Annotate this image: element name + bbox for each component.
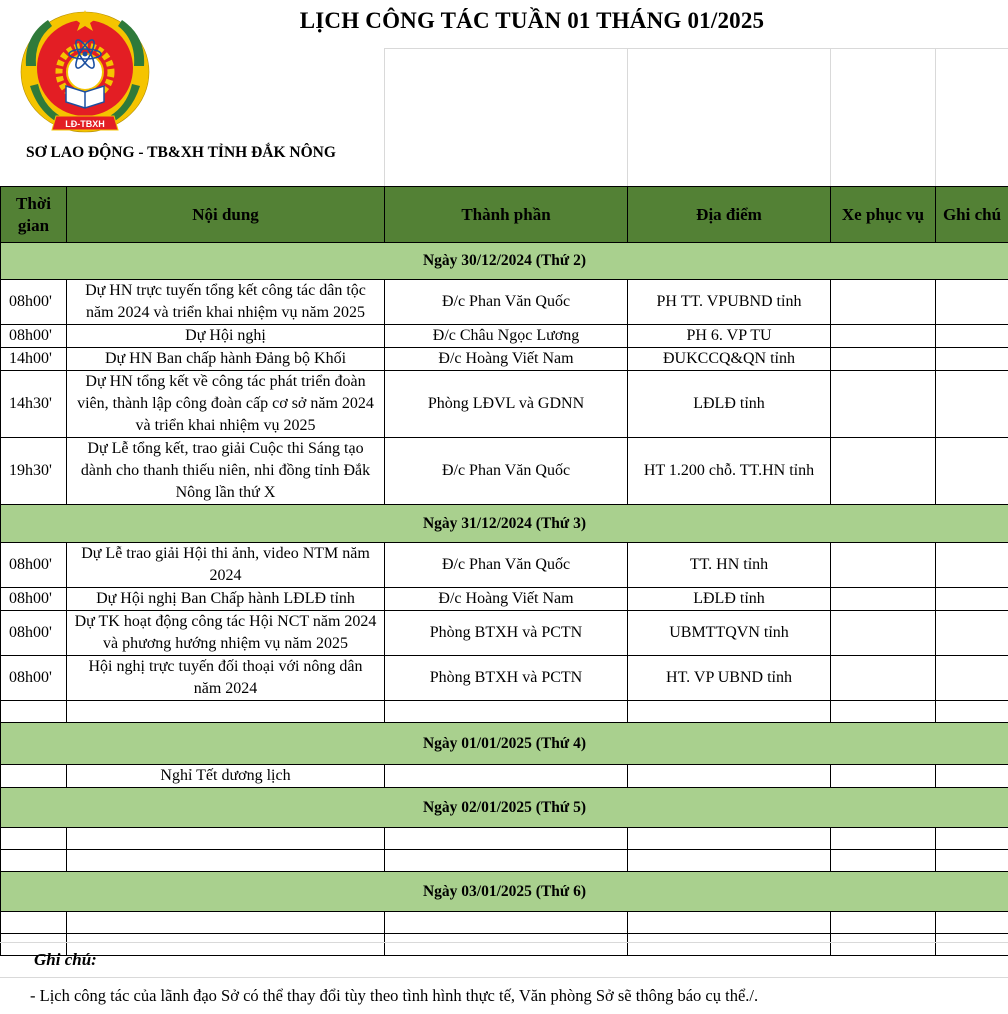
cell-vehicle xyxy=(831,656,936,701)
empty-row xyxy=(1,828,1008,850)
empty-cell xyxy=(936,850,1008,872)
cell-content: Dự HN tổng kết về công tác phát triển đoàn viên, thành lập công đoàn cấp cơ sở năm 2024 và triển khai nhiệm vụ 2025 xyxy=(67,371,385,438)
cell-content: Dự HN Ban chấp hành Đảng bộ Khối xyxy=(67,348,385,371)
organization-name: SƠ LAO ĐỘNG - TB&XH TỈNH ĐẮK NÔNG xyxy=(26,144,336,161)
empty-cell xyxy=(936,934,1008,956)
empty-row xyxy=(1,912,1008,934)
cell-participants: Đ/c Phan Văn Quốc xyxy=(385,280,628,325)
schedule-row xyxy=(1,588,1008,611)
cell-time: 08h00' xyxy=(1,588,67,611)
cell-content: Dự Lễ trao giải Hội thi ảnh, video NTM năm 2024 xyxy=(67,543,385,588)
cell-participants: Đ/c Hoàng Viết Nam xyxy=(385,348,628,371)
cell-note xyxy=(936,611,1008,656)
empty-cell xyxy=(1,912,67,934)
cell-vehicle xyxy=(831,348,936,371)
schedule-row xyxy=(1,325,1008,348)
cell-content: Dự Lễ tổng kết, trao giải Cuộc thi Sáng tạo dành cho thanh thiếu niên, nhi đồng tỉnh Đắk Nông lần thứ X xyxy=(67,438,385,505)
col-header-participants: Thành phần xyxy=(385,187,628,243)
notes-text: - Lịch công tác của lãnh đạo Sở có thể thay đổi tùy theo tình hình thực tế, Văn phòng Sở sẽ thông báo cụ thể./. xyxy=(30,986,759,1005)
empty-row xyxy=(1,850,1008,872)
col-header-note: Ghi chú xyxy=(936,187,1008,243)
cell-time: 08h00' xyxy=(1,325,67,348)
cell-note xyxy=(936,325,1008,348)
cell-time: 14h00' xyxy=(1,348,67,371)
empty-cell xyxy=(628,934,831,956)
empty-cell xyxy=(831,934,936,956)
day-label: Ngày 03/01/2025 (Thứ 6) xyxy=(1,872,1008,912)
empty-cell xyxy=(628,912,831,934)
cell-vehicle xyxy=(831,438,936,505)
empty-cell xyxy=(831,828,936,850)
cell-content: Dự Hội nghị Ban Chấp hành LĐLĐ tỉnh xyxy=(67,588,385,611)
empty-cell xyxy=(1,701,67,723)
cell-participants: Đ/c Châu Ngọc Lương xyxy=(385,325,628,348)
schedule-row xyxy=(1,371,1008,438)
cell-time: 08h00' xyxy=(1,656,67,701)
cell-participants: Phòng BTXH và PCTN xyxy=(385,611,628,656)
day-header-row xyxy=(1,505,1008,543)
cell-time xyxy=(1,765,67,788)
day-header-row xyxy=(1,872,1008,912)
cell-participants xyxy=(385,765,628,788)
cell-note xyxy=(936,280,1008,325)
table-header-row xyxy=(1,187,1008,243)
day-label: Ngày 30/12/2024 (Thứ 2) xyxy=(1,243,1008,280)
empty-row xyxy=(1,701,1008,723)
cell-time: 08h00' xyxy=(1,280,67,325)
col-header-location: Địa điểm xyxy=(628,187,831,243)
cell-time: 08h00' xyxy=(1,543,67,588)
empty-cell xyxy=(628,850,831,872)
cell-content: Hội nghị trực tuyến đối thoại với nông dân năm 2024 xyxy=(67,656,385,701)
empty-cell xyxy=(831,850,936,872)
ministry-logo xyxy=(14,6,156,138)
cell-content: Dự TK hoạt động công tác Hội NCT năm 2024 và phương hướng nhiệm vụ năm 2025 xyxy=(67,611,385,656)
schedule-row xyxy=(1,611,1008,656)
cell-note xyxy=(936,438,1008,505)
cell-note xyxy=(936,765,1008,788)
cell-location: PH TT. VPUBND tỉnh xyxy=(628,280,831,325)
notes-label: Ghi chú: xyxy=(34,950,97,969)
cell-vehicle xyxy=(831,543,936,588)
cell-location xyxy=(628,765,831,788)
cell-location: LĐLĐ tỉnh xyxy=(628,588,831,611)
empty-cell xyxy=(67,934,385,956)
cell-location: PH 6. VP TU xyxy=(628,325,831,348)
empty-cell xyxy=(385,701,628,723)
day-label: Ngày 02/01/2025 (Thứ 5) xyxy=(1,788,1008,828)
cell-time: 08h00' xyxy=(1,611,67,656)
cell-participants: Đ/c Phan Văn Quốc xyxy=(385,543,628,588)
cell-location: HT 1.200 chỗ. TT.HN tỉnh xyxy=(628,438,831,505)
empty-cell xyxy=(385,912,628,934)
cell-note xyxy=(936,371,1008,438)
empty-cell xyxy=(385,934,628,956)
empty-cell xyxy=(1,828,67,850)
empty-cell xyxy=(1,850,67,872)
cell-note xyxy=(936,348,1008,371)
cell-location: ĐUKCCQ&QN tỉnh xyxy=(628,348,831,371)
cell-note xyxy=(936,656,1008,701)
logo-text: LĐ-TBXH xyxy=(65,119,105,129)
empty-cell xyxy=(385,850,628,872)
cell-content: Nghỉ Tết dương lịch xyxy=(67,765,385,788)
empty-cell xyxy=(936,828,1008,850)
cell-location: TT. HN tỉnh xyxy=(628,543,831,588)
cell-vehicle xyxy=(831,588,936,611)
schedule-row xyxy=(1,348,1008,371)
empty-row xyxy=(1,934,1008,956)
cell-location: HT. VP UBND tỉnh xyxy=(628,656,831,701)
cell-participants: Đ/c Phan Văn Quốc xyxy=(385,438,628,505)
empty-cell xyxy=(628,828,831,850)
empty-cell xyxy=(628,701,831,723)
cell-vehicle xyxy=(831,611,936,656)
cell-vehicle xyxy=(831,280,936,325)
cell-content: Dự Hội nghị xyxy=(67,325,385,348)
empty-cell xyxy=(67,701,385,723)
day-header-row xyxy=(1,243,1008,280)
cell-location: UBMTTQVN tỉnh xyxy=(628,611,831,656)
page-title: LỊCH CÔNG TÁC TUẦN 01 THÁNG 01/2025 xyxy=(299,8,765,33)
cell-vehicle xyxy=(831,325,936,348)
empty-cell xyxy=(385,828,628,850)
empty-cell xyxy=(936,701,1008,723)
cell-vehicle xyxy=(831,765,936,788)
day-header-row xyxy=(1,723,1008,765)
schedule-table xyxy=(0,186,1008,956)
cell-participants: Phòng LĐVL và GDNN xyxy=(385,371,628,438)
day-label: Ngày 31/12/2024 (Thứ 3) xyxy=(1,505,1008,543)
empty-cell xyxy=(936,912,1008,934)
empty-cell xyxy=(67,828,385,850)
cell-location: LĐLĐ tỉnh xyxy=(628,371,831,438)
schedule-row xyxy=(1,765,1008,788)
cell-vehicle xyxy=(831,371,936,438)
col-header-vehicle: Xe phục vụ xyxy=(831,187,936,243)
day-header-row xyxy=(1,788,1008,828)
schedule-row xyxy=(1,280,1008,325)
cell-participants: Phòng BTXH và PCTN xyxy=(385,656,628,701)
schedule-row xyxy=(1,438,1008,505)
empty-cell xyxy=(67,850,385,872)
empty-cell xyxy=(831,912,936,934)
cell-content: Dự HN trực tuyến tổng kết công tác dân tộc năm 2024 và triển khai nhiệm vụ năm 2025 xyxy=(67,280,385,325)
col-header-time: Thời gian xyxy=(1,187,67,243)
col-header-content: Nội dung xyxy=(67,187,385,243)
schedule-row xyxy=(1,656,1008,701)
cell-note xyxy=(936,543,1008,588)
cell-note xyxy=(936,588,1008,611)
empty-cell xyxy=(831,701,936,723)
cell-participants: Đ/c Hoàng Viết Nam xyxy=(385,588,628,611)
cell-time: 14h30' xyxy=(1,371,67,438)
day-label: Ngày 01/01/2025 (Thứ 4) xyxy=(1,723,1008,765)
schedule-row xyxy=(1,543,1008,588)
empty-cell xyxy=(67,912,385,934)
cell-time: 19h30' xyxy=(1,438,67,505)
